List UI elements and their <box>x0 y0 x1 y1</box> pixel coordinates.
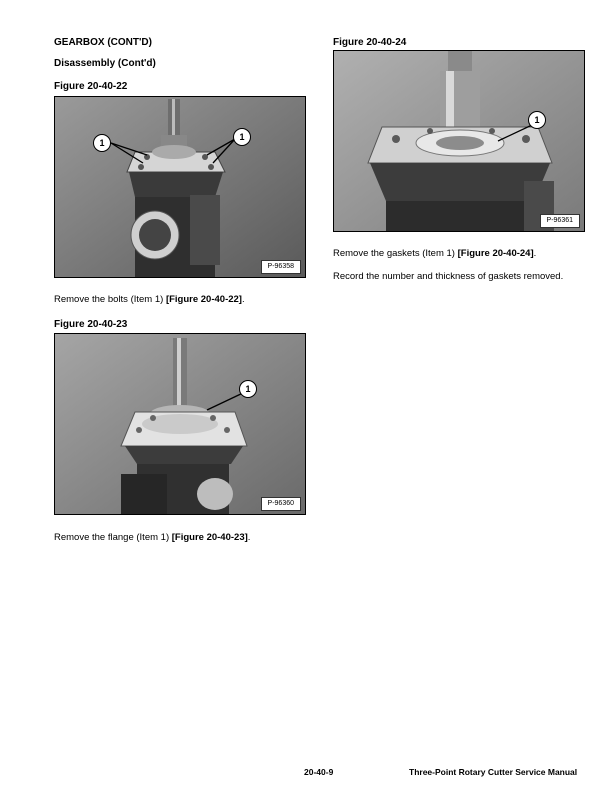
figure-22-caption-end: . <box>241 294 245 305</box>
figure-22-callout-left: 1 <box>93 134 111 152</box>
figure-24-photo <box>333 50 585 232</box>
figure-24-caption-text: Remove the gaskets (Item 1) <box>333 248 458 259</box>
section-subheading: Disassembly (Cont'd) <box>54 58 156 69</box>
gasket-note: Record the number and thickness of gaskets removed. <box>333 271 564 282</box>
figure-23-photo <box>54 333 306 515</box>
figure-23-reference: [Figure 20-40-23] <box>171 532 248 543</box>
figure-22-caption <box>54 294 245 305</box>
figure-22-reference: [Figure 20-40-22] <box>165 294 242 305</box>
figure-22-photo <box>54 96 306 278</box>
figure-23-caption-end: . <box>247 532 251 543</box>
figure-23-caption-text: Remove the flange (Item 1) <box>54 532 172 543</box>
figure-23-callout: 1 <box>239 380 257 398</box>
figure-24-label: Figure 20-40-24 <box>333 37 407 48</box>
figure-24-reference: [Figure 20-40-24] <box>457 248 534 259</box>
figure-22-label: Figure 20-40-22 <box>54 81 128 92</box>
figure-22-photo-id: P-96358 <box>261 260 301 274</box>
section-heading: GEARBOX (CONT'D) <box>54 37 152 48</box>
figure-24-caption-end: . <box>533 248 537 259</box>
figure-22-caption-text: Remove the bolts (Item 1) <box>54 294 166 305</box>
figure-23-caption <box>54 532 250 543</box>
figure-23-photo-id: P-96360 <box>261 497 301 511</box>
page-number: 20-40-9 <box>304 767 334 777</box>
figure-24-photo-id: P-96361 <box>540 214 580 228</box>
figure-22-callout-right: 1 <box>233 128 251 146</box>
figure-24-caption <box>333 248 536 259</box>
manual-title: Three-Point Rotary Cutter Service Manual <box>409 767 578 777</box>
figure-23-label: Figure 20-40-23 <box>54 319 128 330</box>
figure-24-callout: 1 <box>528 111 546 129</box>
